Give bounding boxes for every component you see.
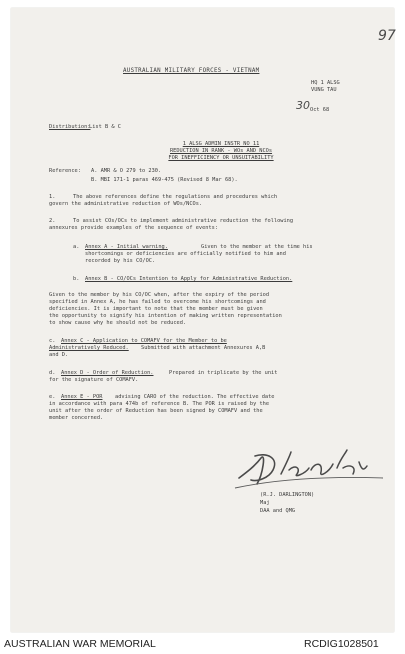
item-c-title-2: Administratively Reduced. bbox=[49, 345, 129, 351]
para1-line-1: The above references define the regulations and procedures which bbox=[73, 194, 278, 200]
distribution-label: Distribution: bbox=[49, 124, 91, 130]
item-d-line-2: for the signature of COMAFV. bbox=[49, 377, 139, 383]
item-e-line-2: in accordance with para 474b of reference B. The POR is raised by the bbox=[49, 401, 270, 407]
signatory-role: DAA and QMG bbox=[260, 508, 296, 514]
item-b-line-2: specified in Annex A, he has failed to overcome his shortcomings and bbox=[49, 299, 266, 305]
subject-line-1: 1 ALSG ADMIN INSTR NO 11 bbox=[182, 141, 260, 147]
para2-number: 2. bbox=[49, 218, 56, 224]
item-b-line-1: Given to the member by his CO/OC when, after the expiry of the period bbox=[49, 292, 270, 298]
handwritten-signature bbox=[233, 444, 393, 494]
item-c-line-1: Submitted with attachment Annexures A,B bbox=[141, 345, 266, 351]
unit-location: VUNG TAU bbox=[311, 87, 337, 93]
footer-record-id: RCDIG1028501 bbox=[304, 638, 379, 650]
date-month-year: Oct 68 bbox=[310, 107, 330, 113]
signatory-name: (R.J. DARLINGTON) bbox=[260, 492, 315, 498]
item-a-line-3: recorded by his CO/OC. bbox=[85, 258, 156, 264]
unit-name: HQ 1 ALSG bbox=[311, 80, 340, 86]
footer-archive-name: AUSTRALIAN WAR MEMORIAL bbox=[4, 638, 156, 650]
item-a-line-1: Given to the member at the time his bbox=[201, 244, 313, 250]
item-a-line-2: shortcomings or deficiencies are officially notified to him and bbox=[85, 251, 286, 257]
item-d-line-1: Prepared in triplicate by the unit bbox=[169, 370, 278, 376]
item-d-prefix: d. bbox=[49, 370, 56, 376]
distribution-value: List B & C bbox=[89, 124, 121, 130]
item-b-title: Annex B - CO/OCs Intention to Apply for Administrative Reduction. bbox=[85, 276, 293, 282]
date-day-handwritten: 30 bbox=[296, 99, 310, 112]
item-e-line-3: unit after the order of Reduction has been signed by COMAFV and the bbox=[49, 408, 263, 414]
para2-line-2: annexures provide examples of the sequence of events: bbox=[49, 225, 219, 231]
item-b-line-3: deficiencies. It is important to note that the member must be given bbox=[49, 306, 263, 312]
document-page bbox=[11, 8, 394, 632]
item-e-line-4: member concerned. bbox=[49, 415, 104, 421]
item-e-line-1: advising CARO of the reduction. The effective date bbox=[115, 394, 275, 400]
signatory-rank: Maj bbox=[260, 500, 270, 506]
subject-line-3: FOR INEFFICIENCY OR UNSUITABILITY bbox=[168, 155, 274, 161]
item-e-prefix: e. bbox=[49, 394, 56, 400]
reference-b: B. MBI 171-1 paras 469-475 (Revised 8 Mar 68). bbox=[91, 177, 238, 183]
item-b-prefix: b. bbox=[73, 276, 80, 282]
para2-line-1: To assist COs/OCs to implement administrative reduction the following bbox=[73, 218, 294, 224]
item-a-title: Annex A - Initial warning. bbox=[85, 244, 168, 250]
item-c-title-1: Annex C - Application to COMAFV for the Member to be bbox=[61, 338, 227, 344]
para1-number: 1. bbox=[49, 194, 56, 200]
item-d-title: Annex D - Order of Reduction. bbox=[61, 370, 154, 376]
subject-line-2: REDUCTION IN RANK - WOs AND NCOs bbox=[169, 148, 273, 154]
item-e-title: Annex E - POR bbox=[61, 394, 103, 400]
item-c-prefix: c. bbox=[49, 338, 56, 344]
folio-number: 97 bbox=[378, 28, 396, 44]
reference-label: Reference: bbox=[49, 168, 81, 174]
item-a-prefix: a. bbox=[73, 244, 80, 250]
item-b-line-5: to show cause why he should not be reduced. bbox=[49, 320, 187, 326]
document-title: AUSTRALIAN MILITARY FORCES - VIETNAM bbox=[123, 68, 260, 74]
item-c-line-2: and D. bbox=[49, 352, 69, 358]
reference-a: A. AMR & O 279 to 230. bbox=[91, 168, 162, 174]
para1-line-2: govern the administrative reduction of WOs/NCOs. bbox=[49, 201, 203, 207]
item-b-line-4: the opportunity to signify his intention of making written representation bbox=[49, 313, 282, 319]
